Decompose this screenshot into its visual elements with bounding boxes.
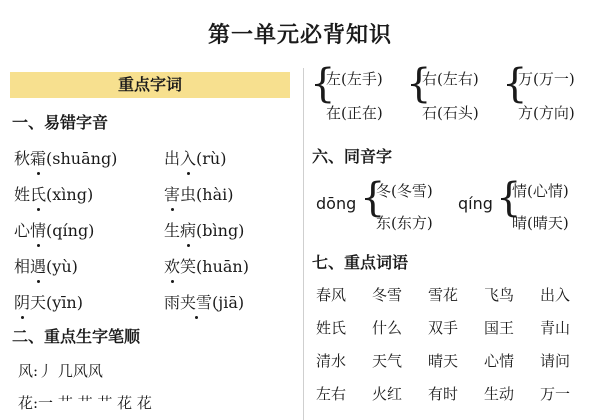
- group-item: 方(方向): [518, 104, 575, 122]
- group-item: 石(石头): [422, 104, 479, 122]
- dotted-char: 夹雪: [180, 290, 212, 313]
- word-item: 什么: [372, 319, 403, 337]
- column-divider: [303, 68, 304, 420]
- char: 姓: [14, 185, 31, 204]
- char: 虫: [180, 185, 197, 204]
- pronunciation-item: [164, 290, 244, 313]
- dotted-char: 阴: [14, 290, 30, 313]
- word-item: 飞鸟: [484, 286, 515, 304]
- group-item: 右(左右): [422, 70, 479, 88]
- word-item: 出入: [540, 286, 571, 304]
- char: 出: [164, 149, 181, 168]
- char-group: [310, 62, 405, 132]
- section-heading-1: 一、易错字音: [12, 113, 109, 132]
- homophone-group: [316, 172, 456, 242]
- word-item: 姓氏: [316, 319, 347, 337]
- char: 天: [30, 293, 47, 312]
- char: 雨: [164, 293, 181, 312]
- dotted-char: 入: [180, 146, 196, 169]
- brace: {: [502, 61, 528, 107]
- pronunciation-item: [164, 218, 244, 241]
- pinyin: (xìng): [46, 185, 94, 204]
- pinyin: (qíng): [46, 221, 95, 240]
- left-column: [10, 62, 300, 420]
- word-item: 心情: [484, 352, 515, 370]
- homophone-pinyin: qíng: [458, 194, 493, 213]
- group-item: 万(万一): [518, 70, 575, 88]
- section-heading-2: 二、重点生字笔顺: [12, 327, 141, 346]
- group-item: 冬(冬雪): [376, 182, 433, 200]
- word-item: 左右: [316, 385, 347, 403]
- pronunciation-item: [164, 254, 249, 277]
- group-item: 东(东方): [376, 214, 433, 232]
- word-item: 青山: [540, 319, 571, 337]
- word-item: 万一: [540, 385, 571, 403]
- group-item: 晴(晴天): [512, 214, 569, 232]
- char: 秋: [14, 149, 31, 168]
- section-heading-7: 七、重点词语: [312, 253, 409, 272]
- dotted-char: 害: [164, 182, 180, 205]
- word-item: 冬雪: [372, 286, 403, 304]
- homophone-group: [458, 172, 598, 242]
- word-item: 有时: [428, 385, 459, 403]
- dotted-char: 欢: [164, 254, 180, 277]
- pronunciation-item: [14, 254, 78, 277]
- word-item: 晴天: [428, 352, 459, 370]
- brace: {: [406, 61, 432, 107]
- homophone-pinyin: dōng: [316, 194, 357, 213]
- section-heading-6: 六、同音字: [312, 147, 393, 166]
- stroke-order-row: 花:一 艹 艹 艹 花 花: [18, 394, 152, 412]
- char: 生: [164, 221, 181, 240]
- group-item: 情(心情): [512, 182, 569, 200]
- word-item: 生动: [484, 385, 515, 403]
- word-item: 雪花: [428, 286, 459, 304]
- pronunciation-item: [164, 146, 226, 169]
- word-item: 双手: [428, 319, 459, 337]
- brace: {: [360, 175, 386, 221]
- pronunciation-item: [14, 290, 83, 313]
- pinyin: (yù): [46, 257, 78, 276]
- char: 笑: [180, 257, 197, 276]
- pinyin: (bìng): [196, 221, 245, 240]
- dotted-char: 霜: [30, 146, 46, 169]
- right-column: [310, 62, 600, 420]
- dotted-char: 遇: [30, 254, 46, 277]
- pinyin: (hài): [196, 185, 234, 204]
- word-item: 国王: [484, 319, 515, 337]
- page-title: 第一单元必背知识: [207, 22, 392, 48]
- char-group: [502, 62, 597, 132]
- dotted-char: 氏: [30, 182, 46, 205]
- pinyin: (rù): [196, 149, 227, 168]
- word-item: 请问: [540, 352, 571, 370]
- pinyin: (huān): [196, 257, 249, 276]
- word-item: 火红: [372, 385, 403, 403]
- pronunciation-item: [164, 182, 233, 205]
- section-banner: 重点字词: [10, 72, 290, 98]
- group-item: 在(正在): [326, 104, 383, 122]
- char: 心: [14, 221, 31, 240]
- stroke-order-row: 风:丿 几风风: [18, 362, 103, 380]
- dotted-char: 病: [180, 218, 196, 241]
- dotted-char: 情: [30, 218, 46, 241]
- char: 相: [14, 257, 31, 276]
- pinyin: (shuāng): [46, 149, 118, 168]
- brace: {: [496, 175, 522, 221]
- pinyin: (yīn): [46, 293, 83, 312]
- word-item: 清水: [316, 352, 347, 370]
- char-group: [406, 62, 501, 132]
- group-item: 左(左手): [326, 70, 383, 88]
- pronunciation-item: [14, 146, 117, 169]
- pronunciation-item: [14, 182, 93, 205]
- word-item: 春风: [316, 286, 347, 304]
- word-item: 天气: [372, 352, 403, 370]
- brace: {: [310, 61, 336, 107]
- pinyin: (jiā): [212, 293, 245, 312]
- pronunciation-item: [14, 218, 94, 241]
